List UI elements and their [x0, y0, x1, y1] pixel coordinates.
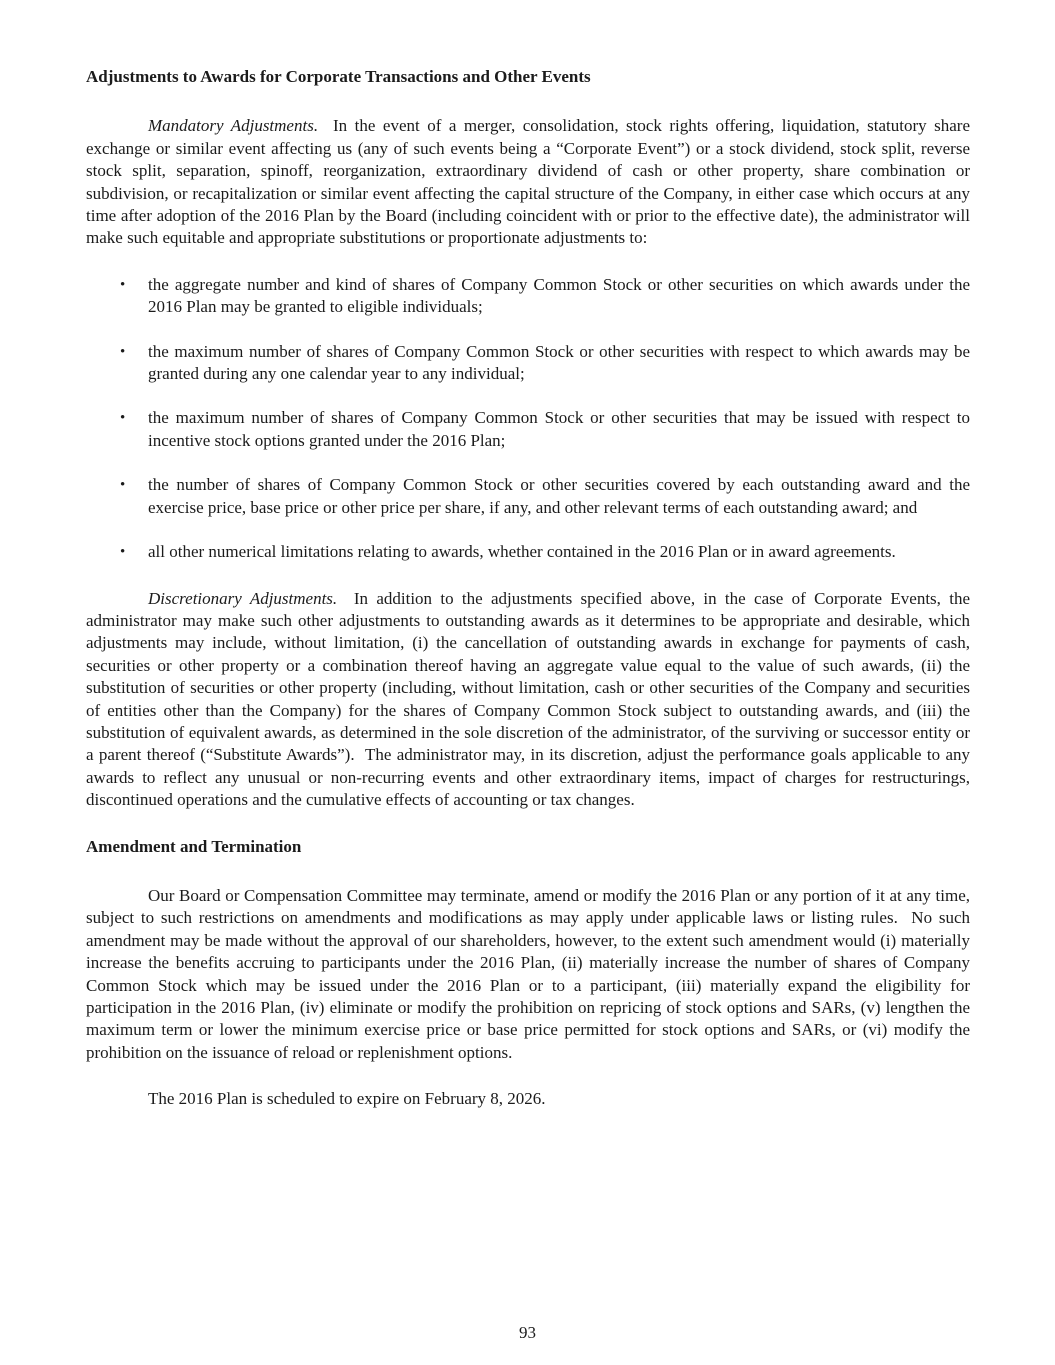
paragraph-body: In addition to the adjustments specified above, in the case of Corporate Events, the administrator may make such other adjustments to outstanding awards as it determines to be appropriate and desirable, which adjustments may include, without limitation, (i) the cancellation of outstanding awards in exchange for payments of cash, securities or other property or a combination thereof having an aggregate value equal to the value of such awards, (ii) the substitution of securities or other property (including, without limitation, cash or other securities of the Company and securities of entities other than the Company) for the shares of Company Common Stock subject to outstanding awards, and (iii) the substitution of equivalent awards, as determined in the sole discretion of the administrator, of the surviving or successor entity or a parent thereof (“Substitute Awards”). The administrator may, in its discretion, adjust the performance goals applicable to any awards to reflect any unusual or non-recurring events and other extraordinary items, impact of charges for restructurings, discontinued operations and the cumulative effects of accounting or tax changes. [86, 588, 971, 810]
section-heading-adjustments: Adjustments to Awards for Corporate Transactions and Other Events [86, 67, 591, 86]
bullet-text: the maximum number of shares of Company Common Stock or other securities with respect to which awards may be granted during any one calendar year to any individual; [148, 341, 970, 384]
paragraph-mandatory-adjustments [86, 115, 970, 249]
paragraph-expiration: The 2016 Plan is scheduled to expire on February 8, 2026. [148, 1089, 546, 1109]
bullet-item [86, 541, 970, 563]
bullet-icon: • [120, 477, 126, 494]
bullet-icon: • [120, 343, 126, 360]
bullet-text: the aggregate number and kind of shares of Company Common Stock or other securities on which awards under the 2016 Plan may be granted to eligible individuals; [148, 274, 970, 317]
bullet-text: the maximum number of shares of Company Common Stock or other securities that may be issued with respect to incentive stock options granted under the 2016 Plan; [148, 408, 970, 450]
bullet-icon: • [120, 276, 126, 293]
bullet-item [86, 274, 970, 319]
bullet-list [86, 274, 970, 564]
bullet-item [86, 474, 970, 519]
bullet-icon: • [120, 410, 126, 427]
paragraph-body: In the event of a merger, consolidation, stock rights offering, liquidation, statutory share exchange or similar event affecting us (any of such events being a “Corporate Event”) or a stock dividend, stock split, reverse stock split, separation, spinoff, reorganization, extraordinary dividend of cash or other property, share combination or subdivision, or recapitalization or similar event affecting the capital structure of the Company, in either case which occurs at any time after adoption of the 2016 Plan by the Board (including coincident with or prior to the effective date), the administrator will make such equitable and appropriate substitutions or proportionate adjustments to: [86, 116, 970, 248]
paragraph-amendment-body: Our Board or Compensation Committee may terminate, amend or modify the 2016 Plan or any portion of it at any time, subject to such restrictions on amendments and modifications as may apply under applicable laws or listing rules. No such amendment may be made without the approval of our shareholders, however, to the extent such amendment would (i) materially increase the benefits accruing to participants under the 2016 Plan, (ii) materially increase the number of shares of Company Common Stock which may be issued under the 2016 Plan or to a participant, (iii) materially expand the eligibility for participation in the 2016 Plan, (iv) eliminate or modify the prohibition on repricing of stock options and SARs, (v) lengthen the maximum term or lower the minimum exercise price or base price permitted for stock options and SARs, or (vi) modify the prohibition on the issuance of reload or replenishment options. [86, 885, 970, 1062]
bullet-text: all other numerical limitations relating to awards, whether contained in the 2016 Plan or in award agreements. [148, 542, 896, 562]
section-heading-amendment: Amendment and Termination [86, 836, 302, 856]
bullet-item [86, 407, 970, 452]
bullet-text: the number of shares of Company Common Stock or other securities covered by each outstanding award and the exercise price, base price or other price per share, if any, and other relevant terms of each outstanding award; and [148, 475, 970, 517]
paragraph-lead-italic: Mandatory Adjustments. [148, 116, 319, 136]
paragraph-lead-italic: Discretionary Adjustments. [148, 588, 338, 608]
paragraph-discretionary-adjustments [86, 588, 970, 812]
page-number: 93 [519, 1323, 536, 1342]
bullet-item [86, 341, 970, 386]
bullet-icon: • [120, 544, 126, 561]
